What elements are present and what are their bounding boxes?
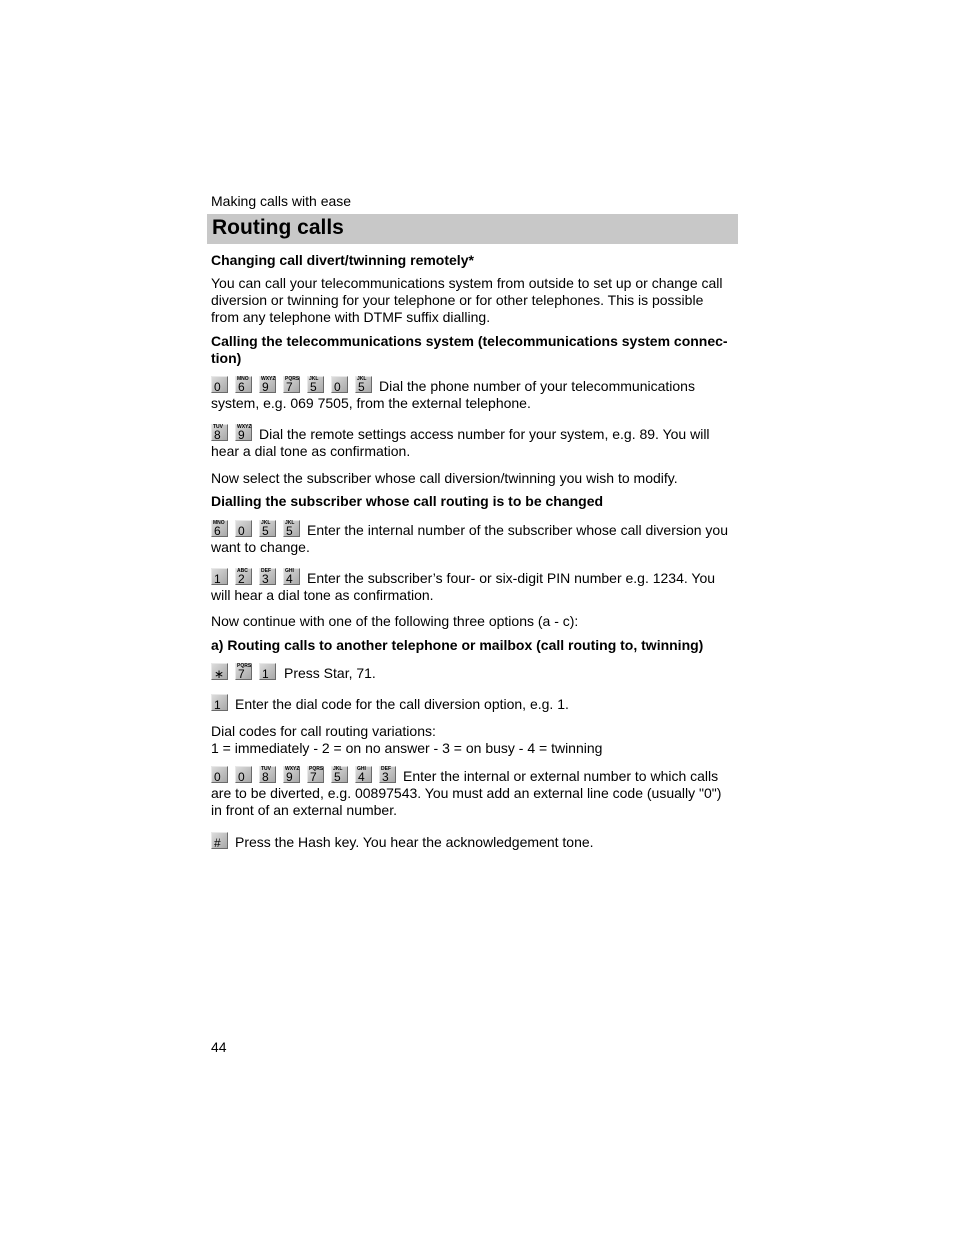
- keypad-sequence: [211, 768, 403, 784]
- key-digit: 7: [238, 667, 245, 681]
- note-select-subscriber: Now select the subscriber whose call diversion/twinning you wish to modify.: [211, 470, 678, 486]
- keypad-key-icon: [211, 832, 228, 849]
- keypad-key-icon: [355, 376, 372, 393]
- key-digit: 4: [286, 572, 293, 586]
- keypad-key-icon: [211, 520, 228, 537]
- step-text: Dial the remote settings access number for your system, e.g. 89. You will hear a dial tone as confirmation.: [211, 426, 710, 459]
- keypad-key-icon: [211, 694, 228, 711]
- key-digit: #: [214, 836, 221, 850]
- key-digit: 5: [358, 380, 365, 394]
- title-bar: [207, 214, 738, 244]
- key-digit: 9: [238, 428, 245, 442]
- page-number: 44: [211, 1039, 227, 1055]
- key-digit: 5: [286, 524, 293, 538]
- key-digit: 0: [334, 380, 341, 394]
- step-text: Press Star, 71.: [284, 665, 376, 681]
- key-digit: 5: [262, 524, 269, 538]
- keypad-key-icon: [235, 424, 252, 441]
- keypad-key-icon: [211, 568, 228, 585]
- key-letters: ABC: [237, 568, 248, 574]
- key-digit: 9: [262, 380, 269, 394]
- keypad-key-icon: [259, 568, 276, 585]
- step-press-hash: [211, 832, 733, 851]
- key-letters: DEF: [261, 568, 271, 574]
- keypad-sequence: [211, 834, 235, 850]
- step-dial-system: [211, 376, 733, 412]
- keypad-key-icon: [259, 520, 276, 537]
- key-digit: 9: [286, 770, 293, 784]
- keypad-key-icon: [211, 424, 228, 441]
- step-text: Enter the internal number of the subscriber whose call diversion you want to change.: [211, 522, 728, 555]
- key-digit: 3: [382, 770, 389, 784]
- keypad-key-icon: [283, 520, 300, 537]
- key-digit: 0: [238, 770, 245, 784]
- keypad-key-icon: [235, 520, 252, 537]
- keypad-key-icon: [379, 766, 396, 783]
- step-press-star: [211, 663, 733, 682]
- keypad-key-icon: [283, 376, 300, 393]
- key-letters: WXYZ: [237, 424, 252, 430]
- intro-paragraph: You can call your telecommunications system from outside to set up or change call diversion or twinning for your telephone or for other telephones. This is possible from any telephone with DTMF suffix dialling.: [211, 275, 723, 325]
- keypad-key-icon: [211, 663, 228, 680]
- key-letters: PQRS: [237, 663, 252, 669]
- step-internal-number: [211, 520, 733, 556]
- key-letters: MNO: [237, 376, 249, 382]
- key-digit: 1: [214, 698, 221, 712]
- key-digit: 6: [238, 380, 245, 394]
- keypad-key-icon: [259, 663, 276, 680]
- keypad-sequence: [211, 696, 235, 712]
- note-continue: Now continue with one of the following three options (a - c):: [211, 613, 579, 629]
- step-text: Press the Hash key. You hear the acknowledgement tone.: [235, 834, 594, 850]
- key-letters: MNO: [213, 520, 225, 526]
- key-letters: TUV: [213, 424, 223, 430]
- keypad-key-icon: [235, 568, 252, 585]
- keypad-key-icon: [235, 663, 252, 680]
- key-letters: GHI: [285, 568, 294, 574]
- heading-remote-divert: Changing call divert/twinning remotely*: [211, 252, 474, 268]
- keypad-sequence: [211, 522, 307, 538]
- keypad-key-icon: [259, 376, 276, 393]
- key-letters: JKL: [357, 376, 367, 382]
- key-digit: 1: [214, 572, 221, 586]
- key-digit: 6: [214, 524, 221, 538]
- key-letters: TUV: [261, 766, 271, 772]
- keypad-sequence: [211, 378, 379, 394]
- keypad-key-icon: [307, 766, 324, 783]
- key-letters: JKL: [285, 520, 295, 526]
- page-title: Routing calls: [212, 216, 344, 239]
- key-letters: WXYZ: [285, 766, 300, 772]
- key-letters: DEF: [381, 766, 391, 772]
- heading-option-a: a) Routing calls to another telephone or mailbox (call routing to, twinning): [211, 637, 704, 653]
- step-pin: [211, 568, 733, 604]
- key-digit: ∗: [214, 667, 225, 681]
- keypad-sequence: [211, 570, 307, 586]
- step-dial-code: [211, 694, 733, 713]
- step-text: Enter the dial code for the call diversion option, e.g. 1.: [235, 696, 569, 712]
- key-digit: 0: [214, 380, 221, 394]
- keypad-key-icon: [283, 568, 300, 585]
- keypad-sequence: [211, 426, 259, 442]
- key-digit: 0: [214, 770, 221, 784]
- key-letters: JKL: [333, 766, 343, 772]
- keypad-key-icon: [355, 766, 372, 783]
- step-text: Enter the internal or external number to which calls are to be diverted, e.g. 00897543. You must add an external line code (usually "0") in front of an external number.: [211, 768, 722, 818]
- keypad-sequence: [211, 665, 283, 681]
- key-letters: PQRS: [309, 766, 324, 772]
- section-label: Making calls with ease: [211, 193, 352, 209]
- key-digit: 5: [310, 380, 317, 394]
- key-letters: WXYZ: [261, 376, 276, 382]
- keypad-key-icon: [211, 766, 228, 783]
- key-digit: 8: [262, 770, 269, 784]
- keypad-key-icon: [283, 766, 300, 783]
- key-digit: 8: [214, 428, 221, 442]
- key-digit: 0: [238, 524, 245, 538]
- heading-dialling-subscriber: Dialling the subscriber whose call routing is to be changed: [211, 493, 604, 509]
- keypad-key-icon: [331, 376, 348, 393]
- key-digit: 1: [262, 667, 269, 681]
- keypad-key-icon: [211, 376, 228, 393]
- key-digit: 3: [262, 572, 269, 586]
- key-letters: PQRS: [285, 376, 300, 382]
- key-digit: 5: [334, 770, 341, 784]
- key-digit: 4: [358, 770, 365, 784]
- keypad-key-icon: [331, 766, 348, 783]
- heading-calling-system: Calling the telecommunications system (telecommunications system connec-tion): [211, 333, 728, 366]
- dial-codes-title: Dial codes for call routing variations:: [211, 723, 436, 739]
- key-digit: 7: [310, 770, 317, 784]
- key-digit: 2: [238, 572, 245, 586]
- keypad-key-icon: [259, 766, 276, 783]
- step-text: Dial the phone number of your telecommunications system, e.g. 069 7505, from the external telephone.: [211, 378, 695, 411]
- dial-codes-list: 1 = immediately - 2 = on no answer - 3 = on busy - 4 = twinning: [211, 740, 603, 756]
- keypad-key-icon: [307, 376, 324, 393]
- key-digit: 7: [286, 380, 293, 394]
- key-letters: JKL: [261, 520, 271, 526]
- keypad-key-icon: [235, 376, 252, 393]
- step-text: Enter the subscriber’s four- or six-digit PIN number e.g. 1234. You will hear a dial tone as confirmation.: [211, 570, 716, 603]
- keypad-key-icon: [235, 766, 252, 783]
- key-letters: JKL: [309, 376, 319, 382]
- key-letters: GHI: [357, 766, 366, 772]
- step-target-number: [211, 766, 733, 819]
- step-access-number: [211, 424, 733, 460]
